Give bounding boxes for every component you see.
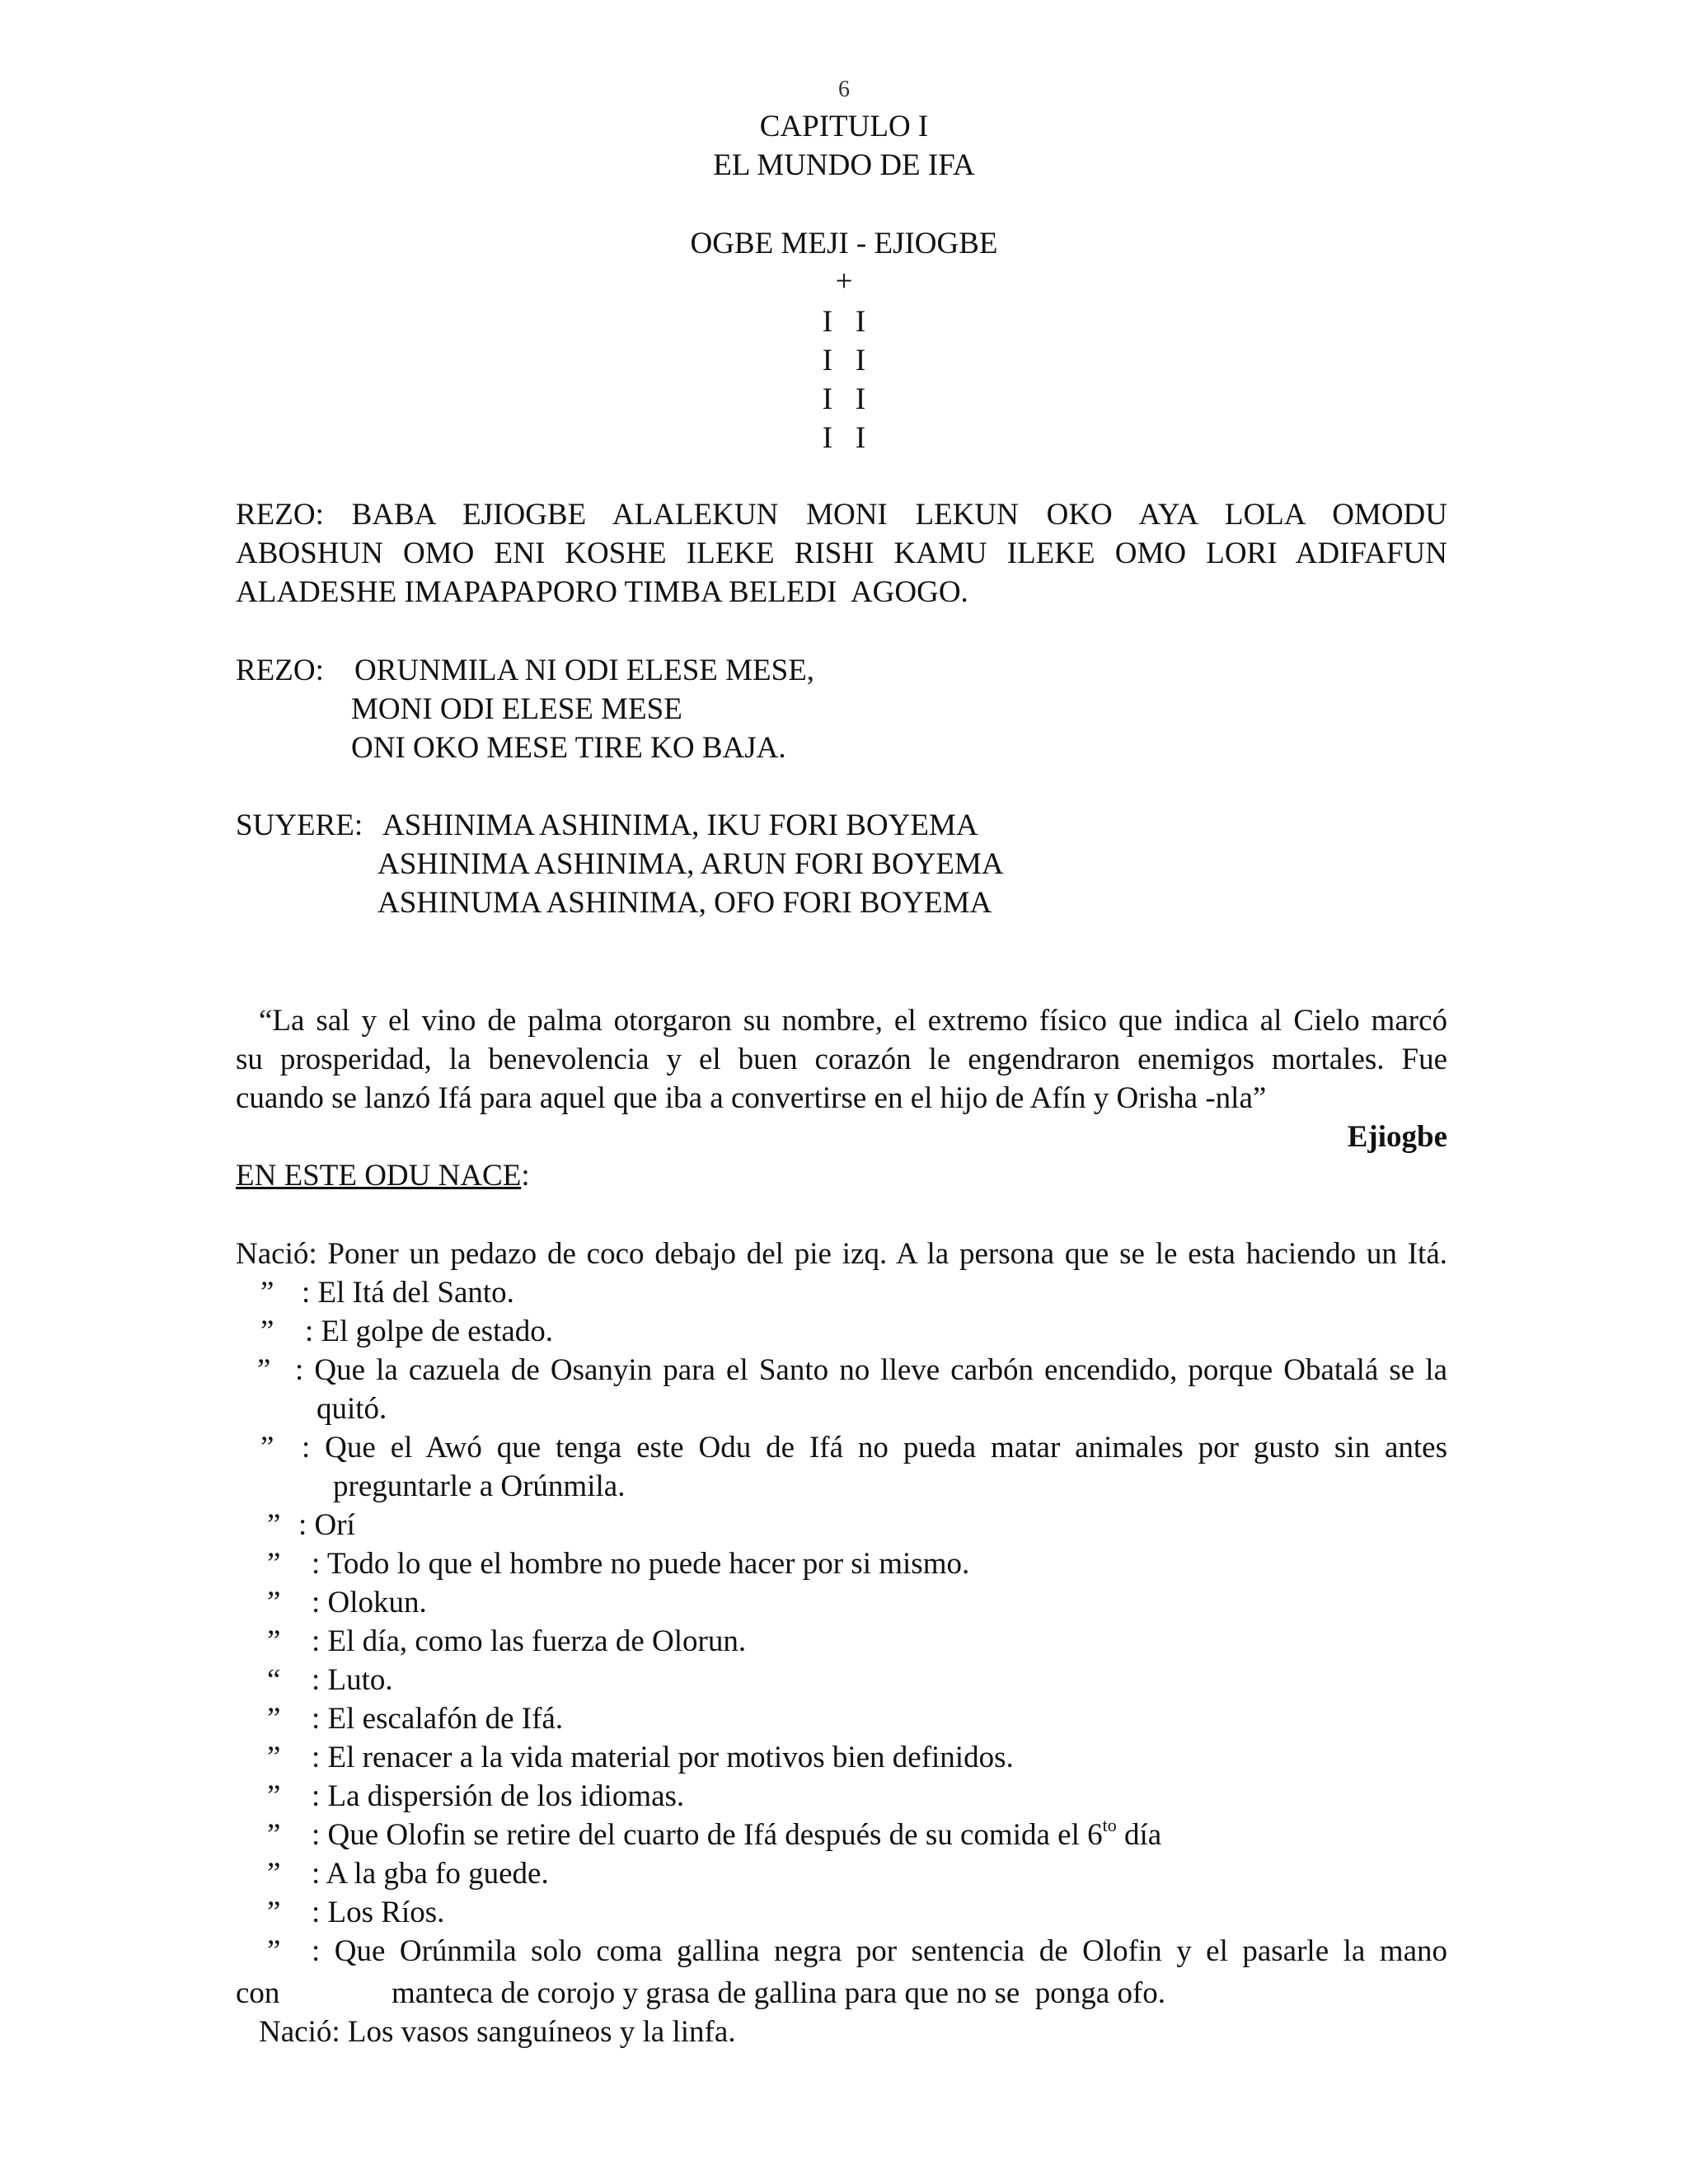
list-item-text: : El escalafón de Ifá.	[312, 1702, 564, 1736]
list-item-text: : Que Orúnmila solo coma gallina negra por sentencia de Olofin y el pasarle la mano	[312, 1934, 1447, 1968]
list-item-text: : Todo lo que el hombre no puede hacer por si mismo.	[312, 1547, 970, 1581]
odu-mark-line: I I	[822, 344, 866, 377]
suyere-line: ASHINIMA ASHINIMA, IKU FORI BOYEMA	[382, 808, 978, 842]
odu-name: OGBE MEJI - EJIOGBE	[690, 227, 998, 260]
ditto-mark: “	[267, 1663, 281, 1697]
quote-attribution: Ejiogbe	[1347, 1120, 1447, 1154]
odu-sign: +	[835, 265, 853, 298]
list-item	[236, 1738, 1447, 1777]
list-item-text: : El golpe de estado.	[305, 1315, 554, 1348]
quote-line: “La sal y el vino de palma otorgaron su nombre, el extremo físico que indica al Cielo marcó	[259, 1004, 1447, 1038]
rezo1-line: REZO: BABA EJIOGBE ALALEKUN MONI LEKUN OKO AYA LOLA OMODU	[236, 498, 1447, 532]
list-item	[236, 1893, 1447, 1932]
ditto-mark: ”	[267, 1779, 281, 1813]
list-item-text: : Los Ríos.	[312, 1896, 445, 1929]
list-item	[236, 1622, 1447, 1661]
section-heading-colon: :	[521, 1159, 530, 1193]
list-item-text: : El renacer a la vida material por motivos bien definidos.	[312, 1741, 1014, 1774]
list-item	[236, 1544, 1447, 1583]
continuation-text: manteca de corojo y grasa de gallina para que no se ponga ofo.	[392, 1976, 1166, 2010]
ditto-mark: ”	[267, 1702, 281, 1736]
list-item-text: : El día, como las fuerza de Olorun.	[312, 1624, 747, 1658]
list-item-text: : Que el Awó que tenga este Odu de Ifá no pueda matar animales por gusto sin antes	[302, 1431, 1447, 1465]
chapter-number: CAPITULO I	[759, 110, 929, 143]
list-item	[236, 1428, 1447, 1467]
quote-line: cuando se lanzó Ifá para aquel que iba a convertirse en el hijo de Afín y Orisha -nla”	[236, 1081, 1267, 1115]
list-item	[236, 1932, 1447, 1971]
list-item-text: : A la gba fo guede.	[312, 1857, 549, 1891]
ditto-mark: ”	[267, 1586, 281, 1619]
suyere-label: SUYERE:	[236, 808, 363, 842]
rezo2-line: MONI ODI ELESE MESE	[351, 692, 682, 726]
list-item	[236, 1816, 1447, 1854]
nacio-first: Nació: Poner un pedazo de coco debajo del pie izq. A la persona que se le esta haciendo un Itá.	[236, 1237, 1447, 1271]
ditto-mark: ”	[267, 1818, 281, 1852]
list-item-text: : Luto.	[312, 1663, 393, 1697]
section-heading	[236, 1156, 530, 1195]
ditto-mark: ”	[260, 1431, 274, 1465]
rezo2-line: ONI OKO MESE TIRE KO BAJA.	[351, 731, 786, 765]
ditto-mark: ”	[267, 1624, 281, 1658]
suyere-line: ASHINUMA ASHINIMA, OFO FORI BOYEMA	[377, 886, 992, 920]
list-item-continuation: quitó.	[316, 1392, 387, 1426]
suyere-line: ASHINIMA ASHINIMA, ARUN FORI BOYEMA	[377, 847, 1004, 881]
odu-mark-line: I I	[822, 382, 866, 416]
ditto-mark: ”	[260, 1276, 274, 1310]
list-item	[236, 1583, 1447, 1622]
ditto-mark: ”	[267, 1857, 281, 1891]
list-item-text: : Que la cazuela de Osanyin para el Santo no lleve carbón encendido, porque Obatalá se la	[295, 1353, 1447, 1387]
ditto-mark: ”	[257, 1353, 271, 1387]
list-item-text: : El Itá del Santo.	[302, 1276, 514, 1310]
list-item	[236, 1351, 1447, 1390]
ditto-mark: ”	[267, 1934, 281, 1968]
ditto-mark: ”	[260, 1315, 274, 1348]
list-item	[236, 1777, 1447, 1816]
page-number: 6	[838, 77, 850, 102]
rezo2-line: ORUNMILA NI ODI ELESE MESE,	[354, 654, 815, 687]
ditto-mark: ”	[267, 1741, 281, 1774]
list-item-text: : Orí	[298, 1508, 355, 1542]
ditto-mark: ”	[267, 1547, 281, 1581]
rezo1-line: ABOSHUN OMO ENI KOSHE ILEKE RISHI KAMU ILEKE OMO LORI ADIFAFUN	[236, 537, 1447, 570]
list-item	[236, 1699, 1447, 1738]
list-item-text: : La dispersión de los idiomas.	[312, 1779, 685, 1813]
rezo1-line: ALADESHE IMAPAPAPORO TIMBA BELEDI AGOGO.	[236, 575, 968, 609]
chapter-title: EL MUNDO DE IFA	[713, 148, 975, 182]
quote-line: su prosperidad, la benevolencia y el buen corazón le engendraron enemigos mortales. Fue	[236, 1043, 1447, 1076]
list-item-continuation: preguntarle a Orúnmila.	[333, 1469, 626, 1503]
continuation-word: con	[236, 1976, 280, 2010]
list-item	[236, 1506, 1447, 1544]
list-item	[236, 1661, 1447, 1699]
list-item-text: : Olokun.	[312, 1586, 427, 1619]
section-heading-text: EN ESTE ODU NACE	[236, 1159, 522, 1193]
odu-mark-line: I I	[822, 421, 866, 455]
list-item	[236, 1312, 1447, 1351]
rezo2-label: REZO:	[236, 654, 324, 687]
nacio-last: Nació: Los vasos sanguíneos y la linfa.	[259, 2015, 736, 2049]
ditto-mark: ”	[267, 1896, 281, 1929]
superscript: to	[1102, 1815, 1117, 1835]
list-item	[236, 1854, 1447, 1893]
ditto-mark: ”	[267, 1508, 281, 1542]
list-item	[236, 1273, 1447, 1312]
list-item-text: : Que Olofin se retire del cuarto de Ifá después de su comida el $6^{to}$ día	[312, 1815, 1162, 1852]
odu-mark-line: I I	[822, 305, 866, 339]
